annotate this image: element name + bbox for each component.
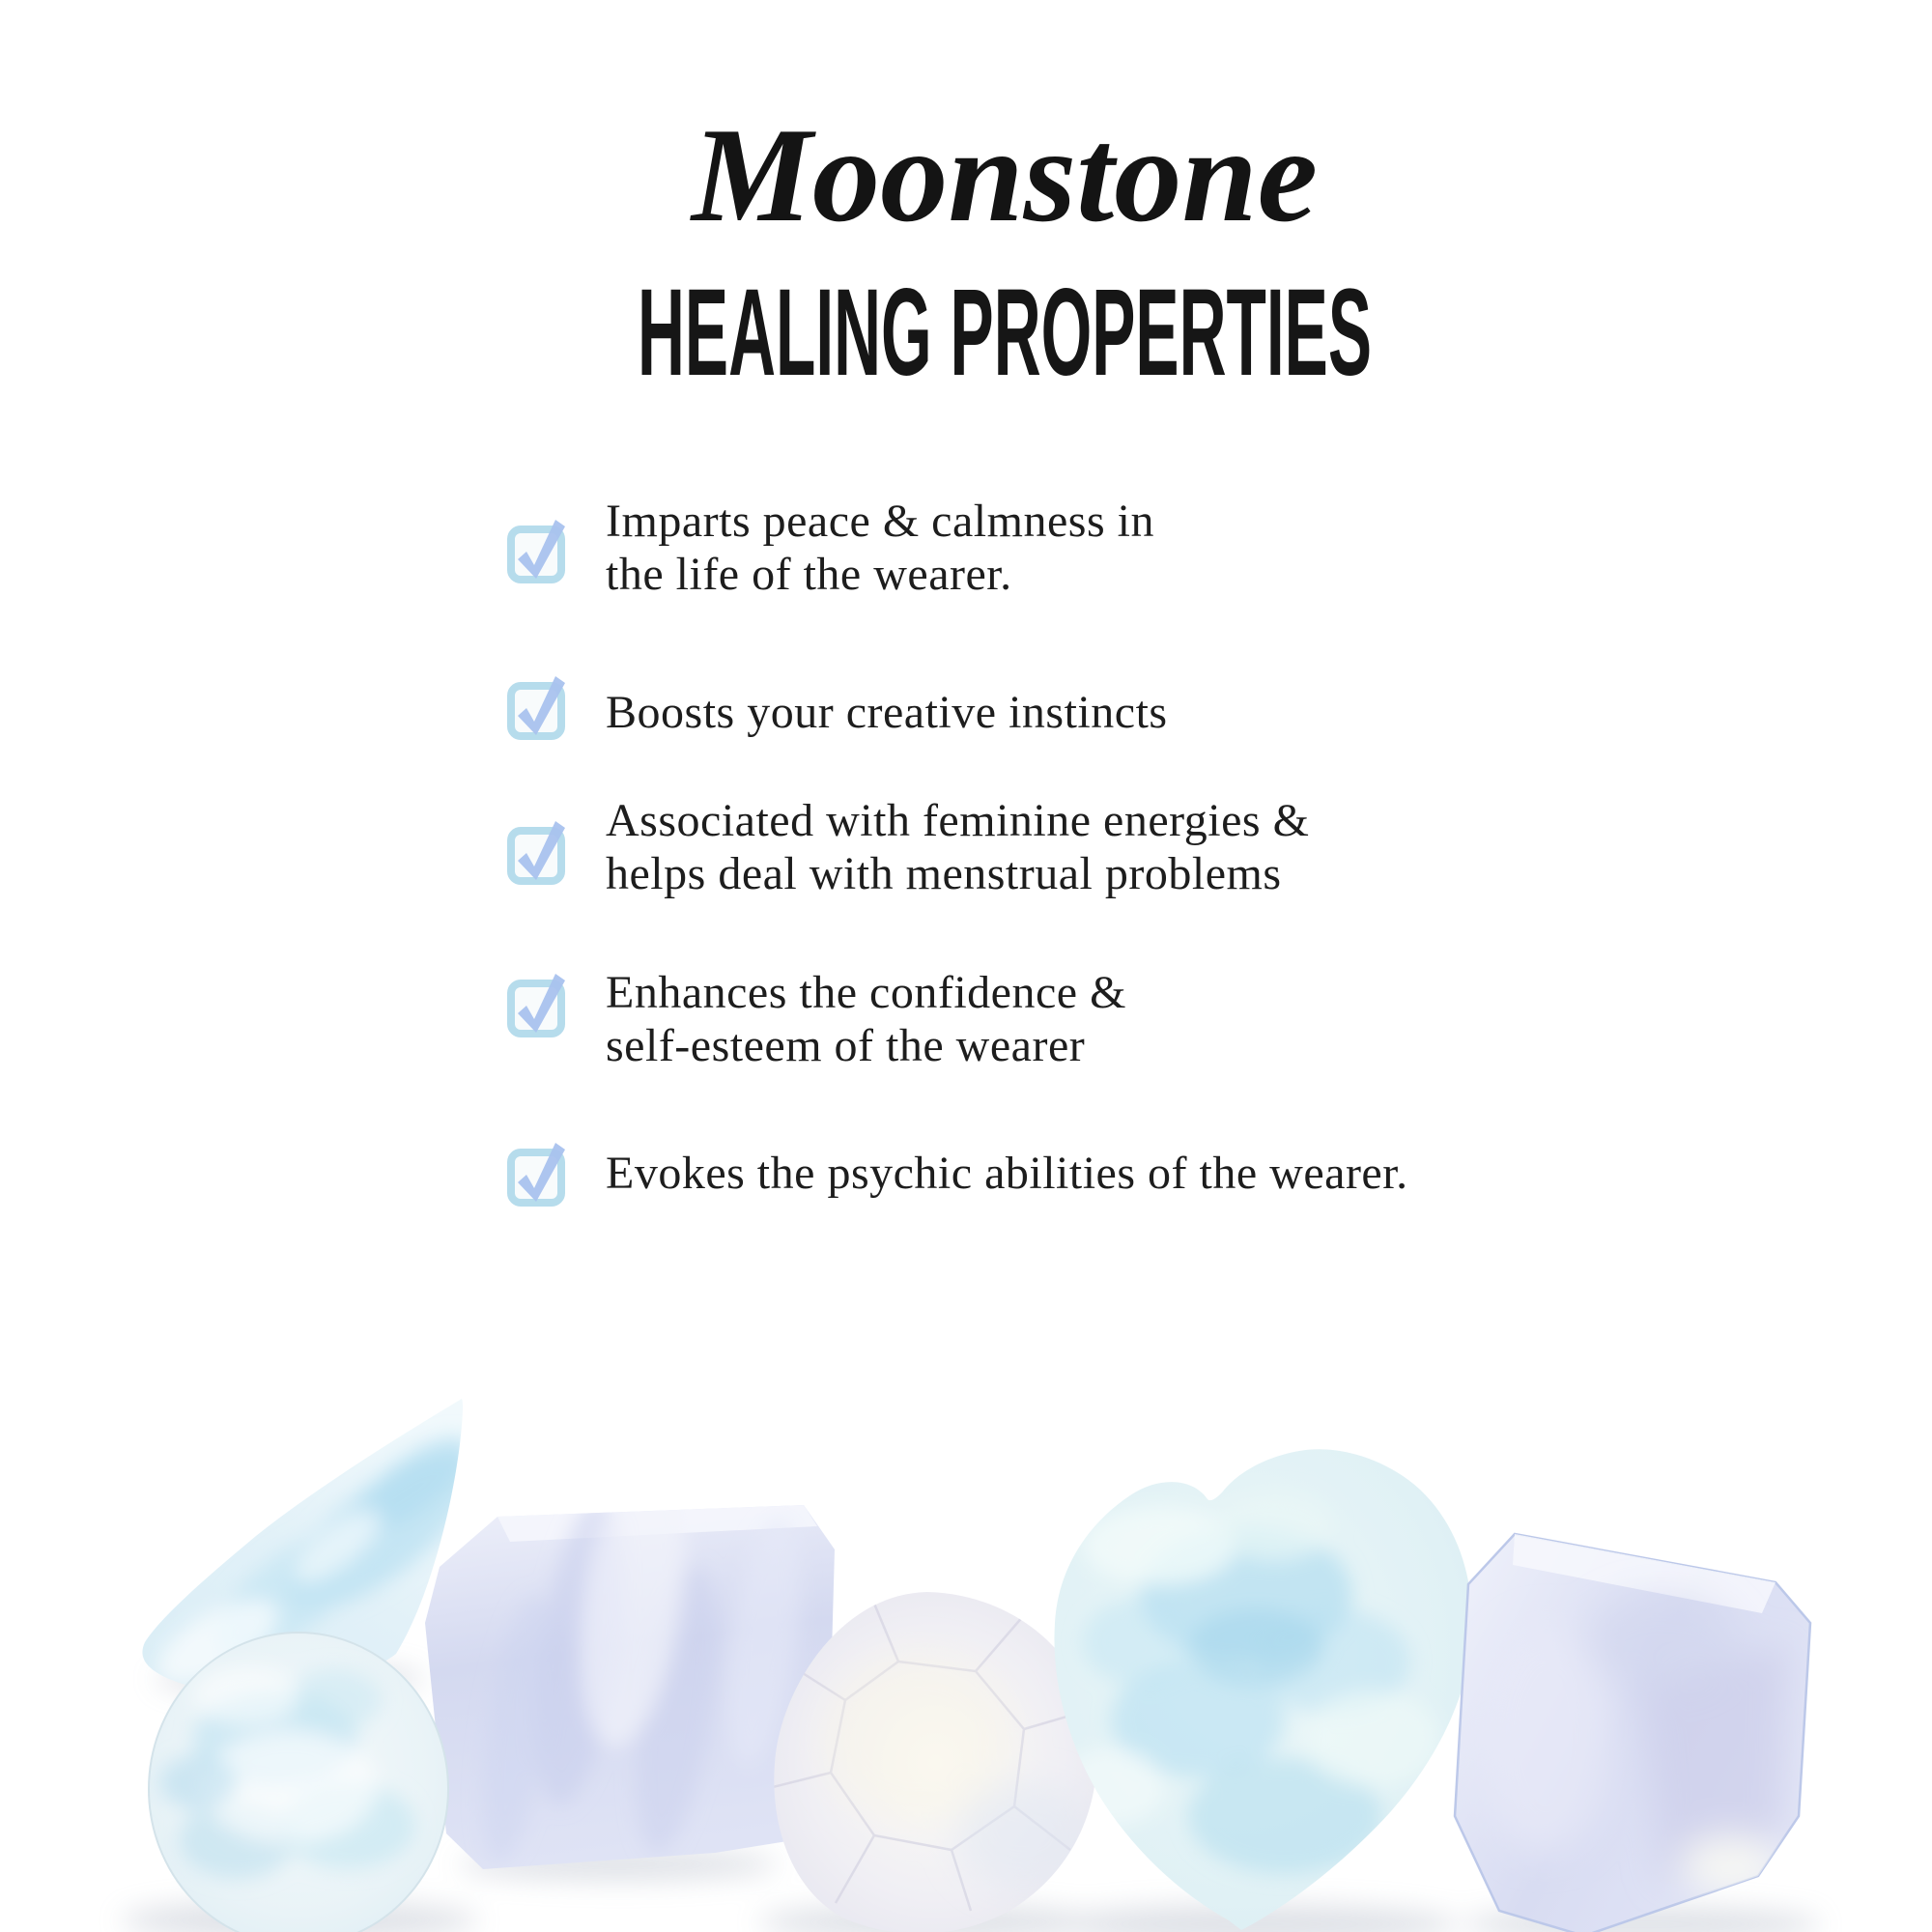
gemstone-heart — [1054, 1449, 1472, 1930]
property-line: Evokes the psychic abilities of the wearer. — [606, 1148, 1408, 1199]
healing-property-text — [606, 495, 1154, 601]
checked-checkbox-icon — [506, 1138, 574, 1208]
healing-property-text — [606, 966, 1126, 1072]
checked-checkbox-icon — [506, 671, 574, 741]
checked-checkbox-icon — [506, 515, 574, 584]
checked-checkbox-icon — [506, 816, 574, 886]
healing-property-text — [606, 686, 1168, 739]
checked-checkbox-icon — [506, 969, 574, 1038]
gemstones-photo-band — [0, 1333, 1932, 1932]
gemstone-square-cut — [1455, 1534, 1810, 1932]
page-subtitle: HEALING PROPERTIES — [638, 264, 1372, 402]
property-line: self-esteem of the wearer — [606, 1020, 1086, 1071]
property-line: Enhances the confidence & — [606, 967, 1126, 1018]
property-line: the life of the wearer. — [606, 549, 1012, 600]
property-line: Imparts peace & calmness in — [606, 496, 1154, 547]
healing-property-text — [606, 794, 1309, 900]
property-line: Boosts your creative instincts — [606, 687, 1168, 738]
page-title: Moonstone — [689, 100, 1318, 250]
gemstone-emerald-cut — [425, 1454, 835, 1869]
property-line: Associated with feminine energies & — [606, 795, 1310, 846]
property-line: helps deal with menstrual problems — [606, 848, 1282, 899]
header — [0, 0, 1932, 415]
healing-property-text — [606, 1147, 1408, 1200]
gemstone-round-cabochon — [149, 1633, 448, 1932]
